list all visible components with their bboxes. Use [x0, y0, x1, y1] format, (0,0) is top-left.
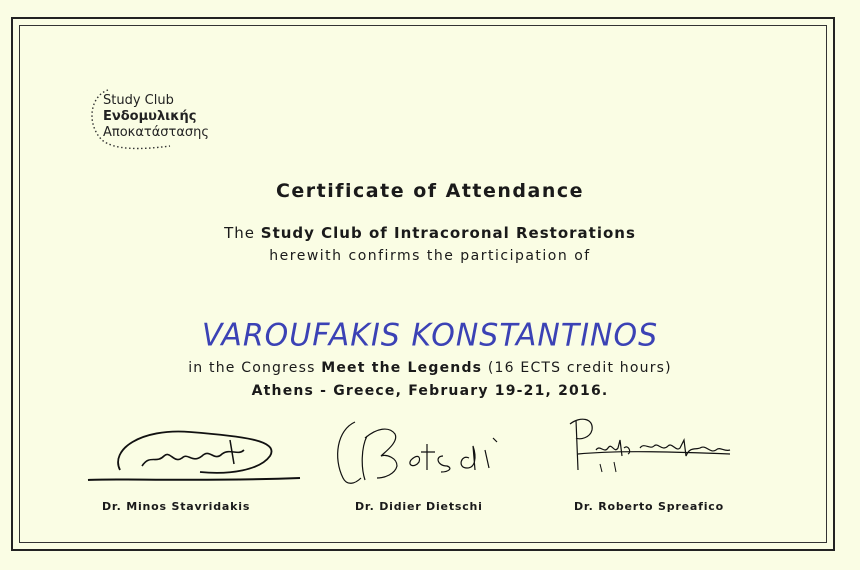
study-club-logo	[80, 84, 250, 154]
signature-spreafico-icon	[560, 410, 770, 490]
signature-block-1	[80, 420, 310, 515]
signature-dietschi-icon	[325, 408, 525, 488]
logo-text-line2: Ενδομυλικής	[103, 109, 197, 124]
location-date-line: Athens - Greece, February 19-21, 2016.	[251, 383, 609, 399]
congress-credits: (16 ECTS credit hours)	[482, 360, 672, 376]
signatory-name-3: Dr. Roberto Spreafico	[574, 500, 724, 513]
congress-line	[0, 360, 860, 376]
certificate-title: Certificate of Attendance	[275, 180, 585, 202]
signature-block-2	[325, 408, 525, 515]
signatory-name-2: Dr. Didier Dietschi	[355, 500, 483, 513]
logo-text-line1: Study Club	[103, 93, 174, 108]
organization-prefix: The	[224, 224, 261, 242]
confirmation-line: herewith confirms the participation of	[269, 248, 591, 264]
congress-prefix: in the Congress	[188, 360, 322, 376]
organization-name: Study Club of Intracoronal Restorations	[260, 224, 636, 242]
logo-text-line3: Αποκατάστασης	[103, 125, 210, 140]
congress-event-name: Meet the Legends	[321, 360, 483, 376]
signature-block-3	[560, 410, 770, 515]
signatory-name-1: Dr. Minos Stavridakis	[102, 500, 251, 513]
signature-stavridakis-icon	[80, 420, 310, 490]
recipient-name: VAROUFAKIS KONSTANTINOS	[201, 317, 659, 354]
organization-line	[0, 224, 860, 242]
